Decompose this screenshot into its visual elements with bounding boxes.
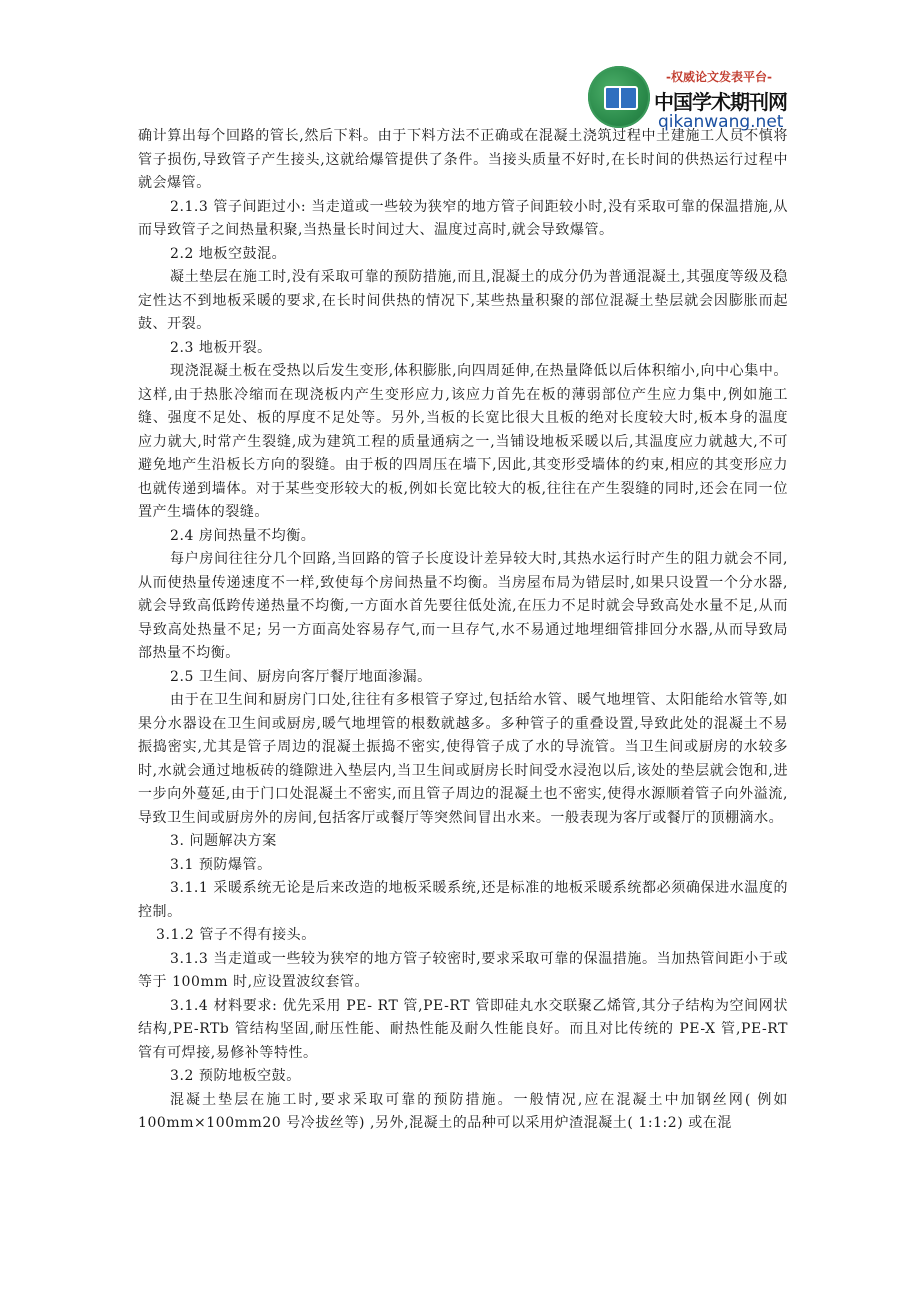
- paragraph: 3.1.4 材料要求: 优先采用 PE- RT 管,PE-RT 管即硅丸水交联聚乙烯管,其分子结构为空间网状结构,PE-RTb 管结构坚固,耐压性能、耐热性能及耐久性能良好。而且对比传统的 PE-X 管,PE-RT 管有可焊接,易修补等特性。: [138, 997, 788, 1061]
- paragraph: 3.1.1 采暖系统无论是后来改造的地板采暖系统,还是标准的地板采暖系统都必须确保进水温度的控制。: [138, 880, 788, 920]
- paragraph: 2.4 房间热量不均衡。: [170, 527, 316, 544]
- paragraph: 确计算出每个回路的管长,然后下料。由于下料方法不正确或在混凝土浇筑过程中土建施工人员不慎将管子损伤,导致管子产生接头,这就给爆管提供了条件。当接头质量不好时,在长时间的供热运行过程中就会爆管。: [138, 128, 788, 191]
- paragraph: 由于在卫生间和厨房门口处,往往有多根管子穿过,包括给水管、暖气地埋管、太阳能给水管等,如果分水器设在卫生间或厨房,暖气地埋管的根数就越多。多种管子的重叠设置,导致此处的混凝土不易振捣密实,尤其是管子周边的混凝土振捣不密实,使得管子成了水的导流管。当卫生间或厨房的水较多时,水就会通过地板砖的缝隙进入垫层内,当卫生间或厨房长时间受水浸泡以后,该处的垫层就会饱和,进一步向外蔓延,由于门口处混凝土不密实,而且管子周边的混凝土也不密实,使得水源顺着管子向外溢流,导致卫生间或厨房外的房间,包括客厅或餐厅等突然间冒出水来。一般表现为客厅或餐厅的顶棚滴水。: [138, 692, 788, 826]
- logo-name: 中国学术期刊网: [654, 90, 787, 114]
- globe-icon: [588, 66, 650, 128]
- paragraph: 凝土垫层在施工时,没有采取可靠的预防措施,而且,混凝土的成分仍为普通混凝土,其强度等级及稳定性达不到地板采暖的要求,在长时间供热的情况下,某些热量积聚的部位混凝土垫层就会因膨胀而起鼓、开裂。: [138, 269, 788, 332]
- paragraph: 3.1.2 管子不得有接头。: [156, 927, 316, 943]
- document-body: [138, 125, 788, 1136]
- logo-url: qikanwang.net: [658, 112, 784, 132]
- paragraph: 3.1.3 当走道或一些较为狭窄的地方管子较密时,要求采取可靠的保温措施。当加热管间距小于或等于 100mm 时,应设置波纹套管。: [138, 950, 788, 990]
- paragraph: 2.3 地板开裂。: [170, 339, 272, 356]
- paragraph: 混凝土垫层在施工时,要求采取可靠的预防措施。一般情况,应在混凝土中加钢丝网( 例如 100mm×100mm20 号冷拔丝等) ,另外,混凝土的品种可以采用炉渣混凝土( 1:1:2) 或在混: [138, 1091, 788, 1131]
- paragraph: 现浇混凝土板在受热以后发生变形,体积膨胀,向四周延伸,在热量降低以后体积缩小,向中心集中。这样,由于热胀冷缩而在现浇板内产生变形应力,该应力首先在板的薄弱部位产生应力集中,例如施工缝、强度不足处、板的厚度不足处等。另外,当板的长宽比很大且板的绝对长度较大时,板本身的温度应力就大,时常产生裂缝,成为建筑工程的质量通病之一,当铺设地板采暖以后,其温度应力就越大,不可避免地产生沿板长方向的裂缝。由于板的四周压在墙下,因此,其变形受墙体的约束,相应的其变形应力也就传递到墙体。对于某些变形较大的板,例如长宽比较大的板,往往在产生裂缝的同时,还会在同一位置产生墙体的裂缝。: [138, 363, 788, 520]
- paragraph: 3.1 预防爆管。: [170, 856, 272, 873]
- paragraph: 3.2 预防地板空鼓。: [170, 1068, 301, 1084]
- paragraph: 2.1.3 管子间距过小: 当走道或一些较为狭窄的地方管子间距较小时,没有采取可靠的保温措施,从而导致管子之间热量积聚,当热量长时间过大、温度过高时,就会导致爆管。: [138, 198, 788, 238]
- paragraph: 2.2 地板空鼓混。: [170, 245, 287, 262]
- logo-tagline: -权威论文发表平台-: [666, 70, 772, 84]
- paragraph: 3. 问题解决方案: [170, 833, 277, 849]
- paragraph: 每户房间往往分几个回路,当回路的管子长度设计差异较大时,其热水运行时产生的阻力就会不同,从而使热量传递速度不一样,致使每个房间热量不均衡。当房屋布局为错层时,如果只设置一个分水器,就会导致高低跨传递热量不均衡,一方面水首先要往低处流,在压力不足时就会导致高处水量不足,从而导致高处热量不足; 另一方面高处容易存气,而一旦存气,水不易通过地埋细管排回分水器,从而导致局部热量不均衡。: [138, 551, 788, 661]
- paragraph: 2.5 卫生间、厨房向客厅餐厅地面渗漏。: [170, 668, 432, 685]
- book-icon: [604, 86, 638, 110]
